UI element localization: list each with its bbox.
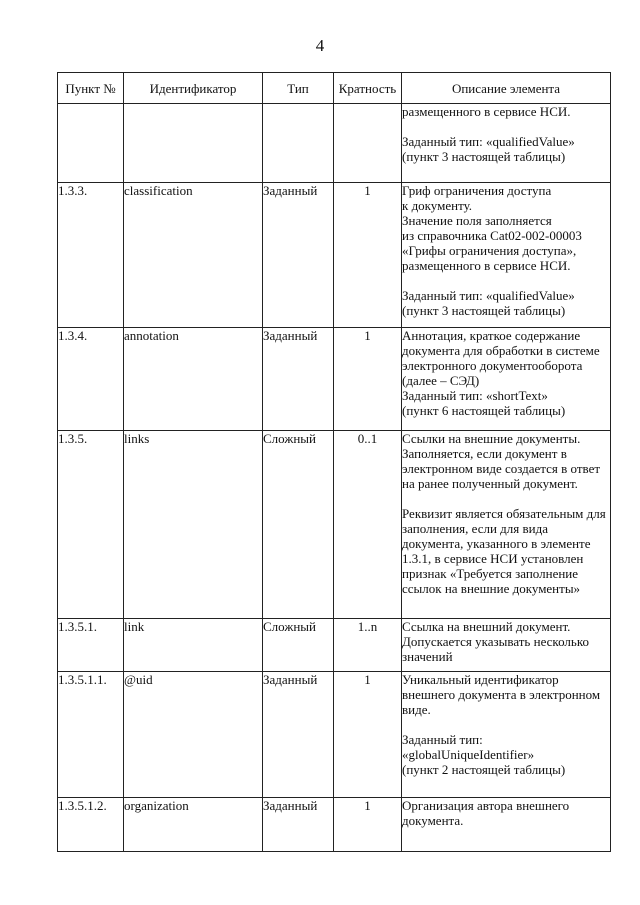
header-identifier: Идентификатор (124, 73, 263, 104)
cell-description (402, 798, 611, 852)
description-paragraph: Гриф ограничения доступа к документу. Значение поля заполняется из справочника Cat02-002-00003 «Грифы ограничения доступа», размещенного в сервисе НСИ. (402, 183, 582, 273)
description-paragraph: Заданный тип: «globalUniqueIdentifier» (пункт 2 настоящей таблицы) (402, 732, 566, 777)
cell-description (402, 672, 611, 798)
page-number: 4 (315, 36, 325, 55)
cell-multiplicity: 1 (334, 328, 402, 431)
cell-description (402, 183, 611, 328)
cell-identifier: organization (124, 798, 263, 852)
cell-multiplicity (334, 104, 402, 183)
description-paragraph: Реквизит является обязательным для заполнения, если для вида документа, указанного в элементе 1.3.1, в сервисе НСИ установлен признак «Требуется заполнение ссылок на внешние документы» (402, 506, 606, 596)
description-paragraph: Уникальный идентификатор внешнего документа в электронном виде. (402, 672, 601, 717)
cell-identifier: @uid (124, 672, 263, 798)
cell-type (263, 104, 334, 183)
cell-type: Заданный (263, 328, 334, 431)
table-row (58, 672, 611, 798)
description-paragraph: Аннотация, краткое содержание документа для обработки в системе электронного документооборота (далее – СЭД) Заданный тип: «shortText» (пункт 6 настоящей таблицы) (402, 328, 600, 418)
table-row (58, 328, 611, 431)
header-description: Описание элемента (402, 73, 611, 104)
description-paragraph: Заданный тип: «qualifiedValue» (пункт 3 настоящей таблицы) (402, 288, 575, 318)
cell-multiplicity: 1 (334, 183, 402, 328)
cell-multiplicity: 0..1 (334, 431, 402, 619)
cell-item-number: 1.3.3. (58, 183, 124, 328)
cell-identifier (124, 104, 263, 183)
cell-item-number: 1.3.5.1.2. (58, 798, 124, 852)
table-row (58, 798, 611, 852)
cell-type: Сложный (263, 431, 334, 619)
cell-type: Сложный (263, 619, 334, 672)
header-type: Тип (263, 73, 334, 104)
cell-multiplicity: 1..n (334, 619, 402, 672)
cell-description (402, 619, 611, 672)
cell-identifier: links (124, 431, 263, 619)
cell-multiplicity: 1 (334, 798, 402, 852)
cell-type: Заданный (263, 672, 334, 798)
description-paragraph: Ссылка на внешний документ. Допускается указывать несколько значений (402, 619, 589, 664)
cell-identifier: classification (124, 183, 263, 328)
header-item-number: Пункт № (58, 73, 124, 104)
description-paragraph: Организация автора внешнего документа. (402, 798, 570, 828)
cell-item-number: 1.3.5. (58, 431, 124, 619)
cell-multiplicity: 1 (334, 672, 402, 798)
header-multiplicity: Кратность (334, 73, 402, 104)
cell-type: Заданный (263, 798, 334, 852)
table-header-row (58, 73, 611, 104)
table-row (58, 431, 611, 619)
cell-description (402, 431, 611, 619)
cell-type: Заданный (263, 183, 334, 328)
cell-description (402, 104, 611, 183)
table-row (58, 183, 611, 328)
cell-item-number (58, 104, 124, 183)
cell-item-number: 1.3.5.1.1. (58, 672, 124, 798)
spec-table (57, 72, 611, 852)
cell-identifier: link (124, 619, 263, 672)
cell-description (402, 328, 611, 431)
table-row (58, 619, 611, 672)
description-paragraph: Заданный тип: «qualifiedValue» (пункт 3 настоящей таблицы) (402, 134, 575, 164)
description-paragraph: размещенного в сервисе НСИ. (402, 104, 571, 119)
table-row (58, 104, 611, 183)
cell-identifier: annotation (124, 328, 263, 431)
description-paragraph: Ссылки на внешние документы. Заполняется, если документ в электронном виде создается в ответ на ранее полученный документ. (402, 431, 601, 491)
cell-item-number: 1.3.5.1. (58, 619, 124, 672)
cell-item-number: 1.3.4. (58, 328, 124, 431)
